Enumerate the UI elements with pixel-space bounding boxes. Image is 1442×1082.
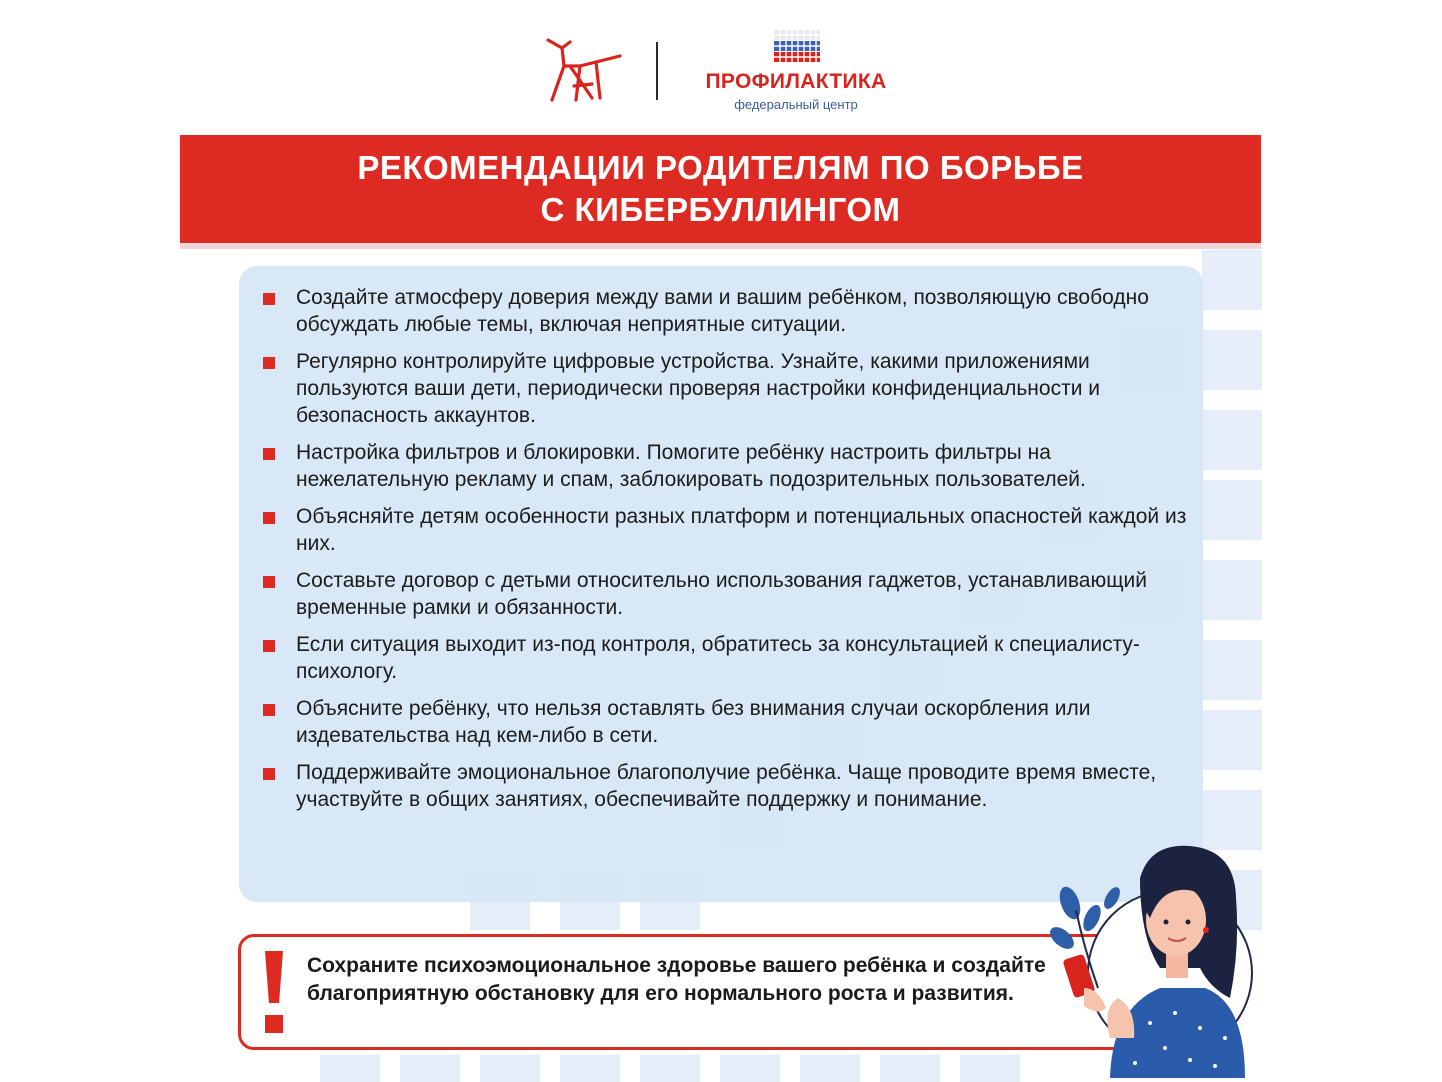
list-item — [239, 348, 1203, 429]
page-title-line-1: РЕКОМЕНДАЦИИ РОДИТЕЛЯМ ПО БОРЬБЕ — [357, 149, 1084, 186]
list-item — [239, 503, 1203, 557]
list-item-text: Составьте договор с детьми относительно использования гаджетов, устанавливающий временные рамки и обязанности. — [296, 569, 1147, 619]
list-item — [239, 284, 1203, 338]
bullet-square-icon — [263, 293, 275, 305]
recommendations-list — [239, 284, 1203, 823]
page-title-line-2: С КИБЕРБУЛЛИНГОМ — [540, 191, 901, 228]
bullet-square-icon — [263, 576, 275, 588]
list-item-text: Поддерживайте эмоциональное благополучие ребёнка. Чаще проводите время вместе, участвуйте в общих занятиях, обеспечивайте поддержку и понимание. — [296, 761, 1157, 811]
exclamation-icon — [261, 951, 289, 1035]
list-item — [239, 631, 1203, 685]
list-item-text: Создайте атмосферу доверия между вами и вашим ребёнком, позволяющую свободно обсуждать любые темы, включая неприятные ситуации. — [296, 286, 1149, 336]
notice-text: Сохраните психоэмоциональное здоровье вашего ребёнка и создайте благоприятную обстановку для его нормального роста и развития. — [307, 954, 1046, 1005]
list-item — [239, 567, 1203, 621]
brand-name: ПРОФИЛАКТИКА — [705, 70, 887, 93]
list-item-text: Настройка фильтров и блокировки. Помогите ребёнку настроить фильтры на нежелательную рекламу и спам, заблокировать подозрительных пользователей. — [296, 441, 1086, 491]
page-title — [357, 147, 1083, 231]
logo-divider — [656, 42, 658, 100]
bullet-square-icon — [263, 357, 275, 369]
bullet-square-icon — [263, 640, 275, 652]
list-item — [239, 759, 1203, 813]
notice-box — [238, 934, 1138, 1050]
bullet-square-icon — [263, 512, 275, 524]
list-item — [239, 695, 1203, 749]
list-item-text: Объясняйте детям особенности разных платформ и потенциальных опасностей каждой из них. — [296, 505, 1187, 555]
recommendations-card — [239, 266, 1203, 902]
banner-shadow — [180, 243, 1261, 249]
flag-grid-logo-icon — [774, 30, 820, 62]
list-item-text: Регулярно контролируйте цифровые устройства. Узнайте, какими приложениями пользуются ваши дети, периодически проверяя настройки конфиденциальности и безопасность аккаунтов. — [296, 350, 1100, 427]
list-item-text: Если ситуация выходит из-под контроля, обратитесь за консультацией к специалисту-психологу. — [296, 633, 1140, 683]
bullet-square-icon — [263, 448, 275, 460]
woman-with-phone-illustration — [1040, 838, 1260, 1078]
list-item-text: Объясните ребёнку, что нельзя оставлять без внимания случаи оскорбления или издевательства над кем-либо в сети. — [296, 697, 1091, 747]
title-banner — [180, 135, 1261, 243]
brand-subtitle: федеральный центр — [734, 97, 858, 112]
bullet-square-icon — [263, 704, 275, 716]
bullet-square-icon — [263, 768, 275, 780]
horse-logo-icon — [540, 36, 624, 106]
list-item — [239, 439, 1203, 493]
